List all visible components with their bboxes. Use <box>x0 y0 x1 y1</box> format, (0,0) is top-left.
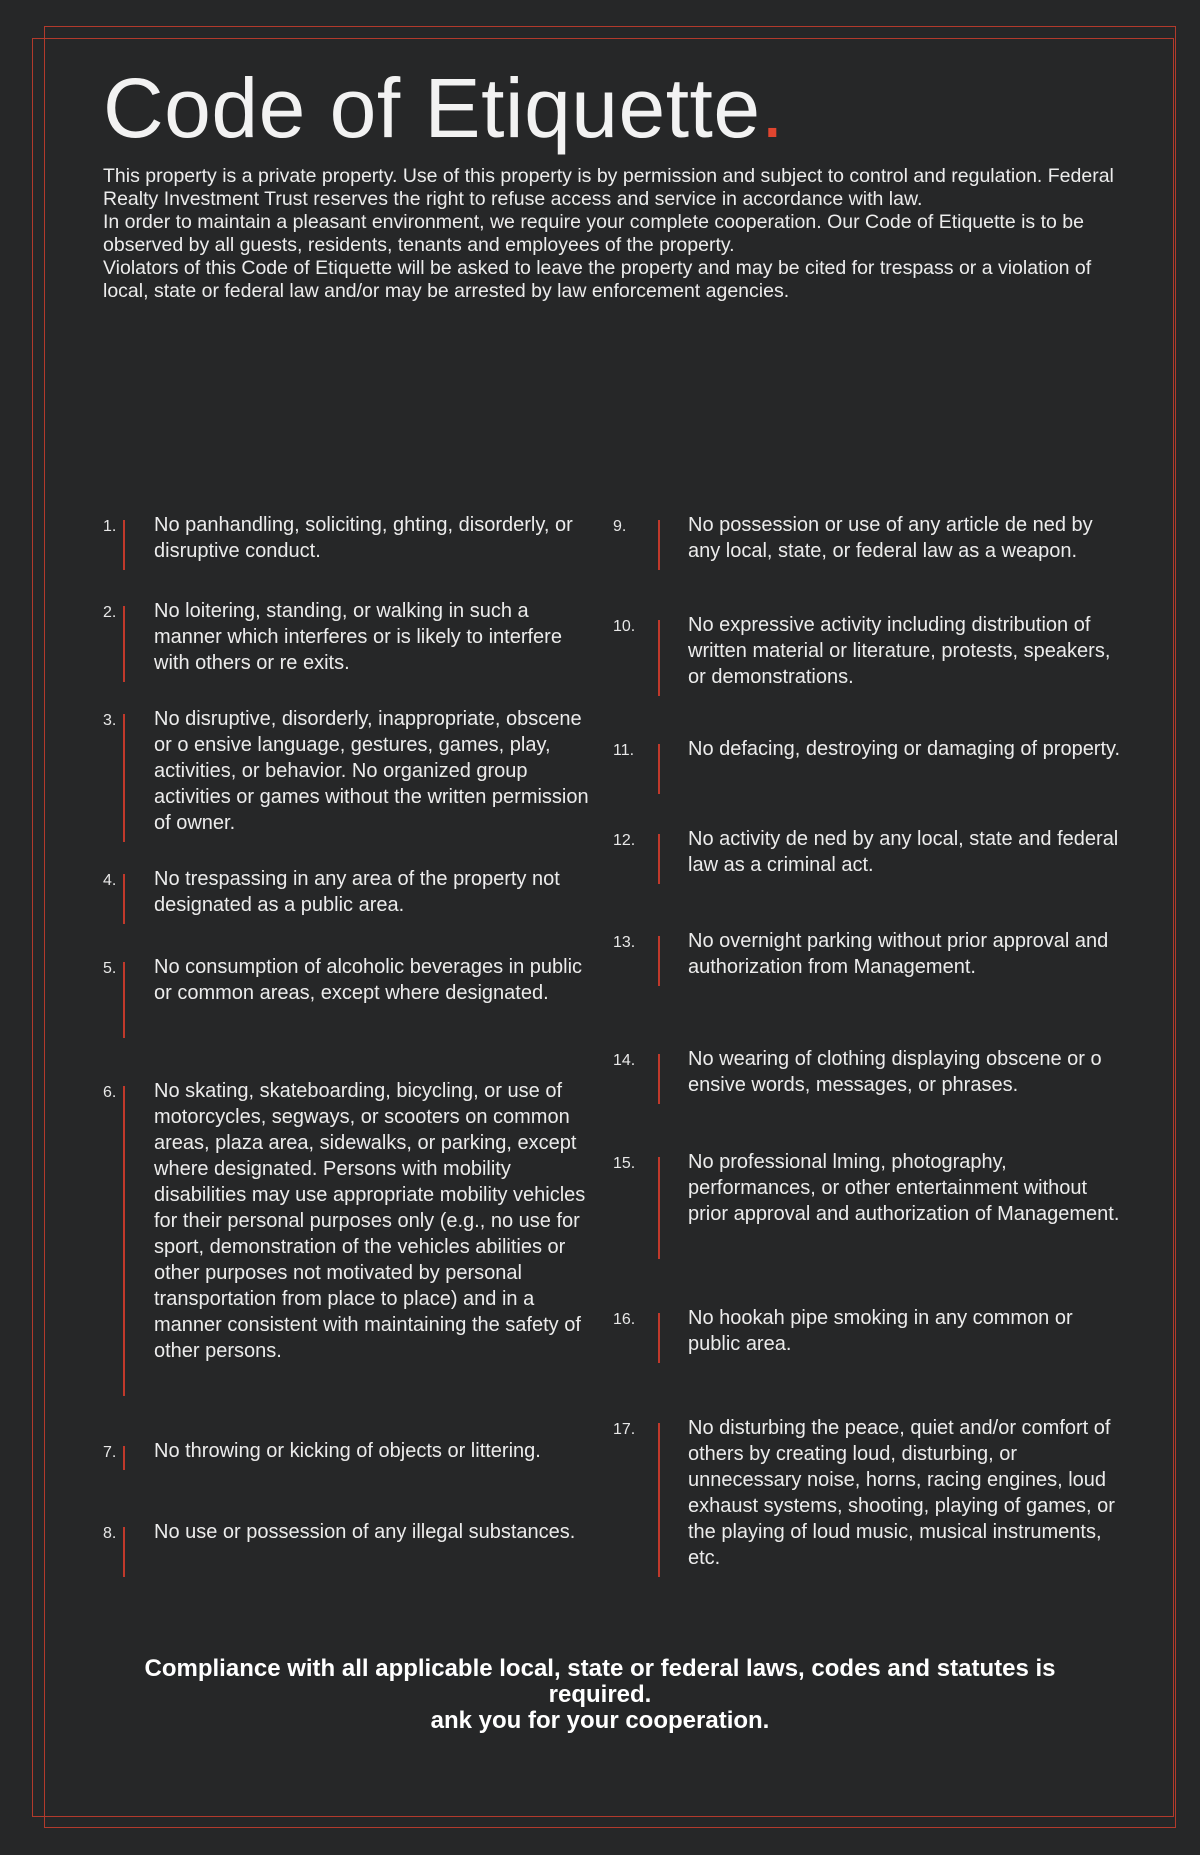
rule-number: 6. <box>103 1084 117 1101</box>
rule-text: No professional lming, photography, performances, or other entertainment without prior approval and authorization of Management. <box>688 1151 1120 1225</box>
rule-number: 11. <box>613 742 635 759</box>
rule-text: No disruptive, disorderly, inappropriate, obscene or o ensive language, gestures, games, play, activities, or behavior. No organized group activities or games without the written permission of owner. <box>154 708 589 834</box>
rule-text: No disturbing the peace, quiet and/or comfort of others by creating loud, disturbing, or unnecessary noise, horns, racing engines, loud exhaust systems, shooting, playing of games, or the playing of loud music, musical instruments, etc. <box>688 1417 1115 1569</box>
rule-accent-bar <box>123 520 125 570</box>
rule-number: 2. <box>103 604 117 621</box>
footer-notice <box>100 1656 1100 1734</box>
intro-paragraph: In order to maintain a pleasant environment, we require your complete cooperation. Our Code of Etiquette is to be observed by all guests, residents, tenants and employees of the property. <box>103 211 1084 256</box>
rule-accent-bar <box>123 874 125 924</box>
rule-number: 1. <box>103 518 117 535</box>
rule-number: 4. <box>103 872 117 889</box>
rule-text: No defacing, destroying or damaging of property. <box>688 738 1121 760</box>
rule-number: 14. <box>613 1052 636 1069</box>
rule-number: 3. <box>103 712 117 729</box>
rule-accent-bar <box>658 520 660 570</box>
rule-accent-bar <box>123 962 125 1038</box>
rule-text: No skating, skateboarding, bicycling, or use of motorcycles, segways, or scooters on common areas, plaza area, sidewalks, or parking, except where designated. Persons with mobility disabilities may use appropriate mobility vehicles for their personal purposes only (e.g., no use for sport, demonstration of the vehicles abilities or other purposes not motivated by personal transportation from place to place) and in a manner consistent with maintaining the safety of other persons. <box>154 1080 586 1362</box>
rule-accent-bar <box>658 744 660 794</box>
title-text: Code of Etiquette <box>103 61 761 155</box>
rule-number: 8. <box>103 1525 117 1542</box>
rule-number: 17. <box>613 1421 636 1438</box>
rule-accent-bar <box>123 606 125 682</box>
rule-text: No loitering, standing, or walking in such a manner which interferes or is likely to interfere with others or re exits. <box>154 600 562 674</box>
rule-accent-bar <box>123 1527 125 1577</box>
rule-number: 7. <box>103 1444 117 1461</box>
intro-section <box>103 165 1123 303</box>
rule-text: No panhandling, soliciting, ghting, disorderly, or disruptive conduct. <box>154 514 573 562</box>
rule-accent-bar <box>658 834 660 884</box>
rule-accent-bar <box>123 1086 125 1396</box>
rule-number: 13. <box>613 934 636 951</box>
rule-text: No hookah pipe smoking in any common or public area. <box>688 1307 1073 1355</box>
rule-text: No use or possession of any illegal substances. <box>154 1521 576 1543</box>
rule-text: No consumption of alcoholic beverages in public or common areas, except where designated. <box>154 956 583 1004</box>
rule-accent-bar <box>658 1313 660 1363</box>
title-accent-dot: . <box>760 61 785 155</box>
rule-number: 10. <box>613 618 636 635</box>
rule-accent-bar <box>658 1054 660 1104</box>
rule-number: 12. <box>613 832 636 849</box>
rule-accent-bar <box>658 620 660 696</box>
rule-number: 9. <box>613 518 627 535</box>
thank-you-line: ank you for your cooperation. <box>430 1707 770 1734</box>
rule-accent-bar <box>123 1446 125 1470</box>
rule-accent-bar <box>658 1423 660 1577</box>
rule-text: No possession or use of any article de ned by any local, state, or federal law as a weapon. <box>688 514 1093 562</box>
rule-text: No activity de ned by any local, state and federal law as a criminal act. <box>688 828 1119 876</box>
rule-accent-bar <box>123 714 125 842</box>
rule-text: No wearing of clothing displaying obscene or o ensive words, messages, or phrases. <box>688 1048 1102 1096</box>
rule-text: No throwing or kicking of objects or littering. <box>154 1440 541 1462</box>
rule-number: 16. <box>613 1311 636 1328</box>
page-title <box>103 60 784 157</box>
intro-paragraph: Violators of this Code of Etiquette will be asked to leave the property and may be cited for trespass or a violation of local, state or federal law and/or may be arrested by law enforcement agencies. <box>103 257 1092 302</box>
rule-text: No overnight parking without prior approval and authorization from Management. <box>688 930 1109 978</box>
rule-number: 15. <box>613 1155 636 1172</box>
rule-text: No expressive activity including distribution of written material or literature, protests, speakers, or demonstrations. <box>688 614 1111 688</box>
rule-accent-bar <box>658 1157 660 1259</box>
intro-paragraph: This property is a private property. Use of this property is by permission and subject to control and regulation. Federal Realty Investment Trust reserves the right to refuse access and service in accordance with law. <box>103 165 1114 210</box>
rule-accent-bar <box>658 936 660 986</box>
rule-text: No trespassing in any area of the property not designated as a public area. <box>154 868 560 916</box>
compliance-statement: Compliance with all applicable local, state or federal laws, codes and statutes is required. <box>144 1655 1056 1708</box>
rule-number: 5. <box>103 960 117 977</box>
